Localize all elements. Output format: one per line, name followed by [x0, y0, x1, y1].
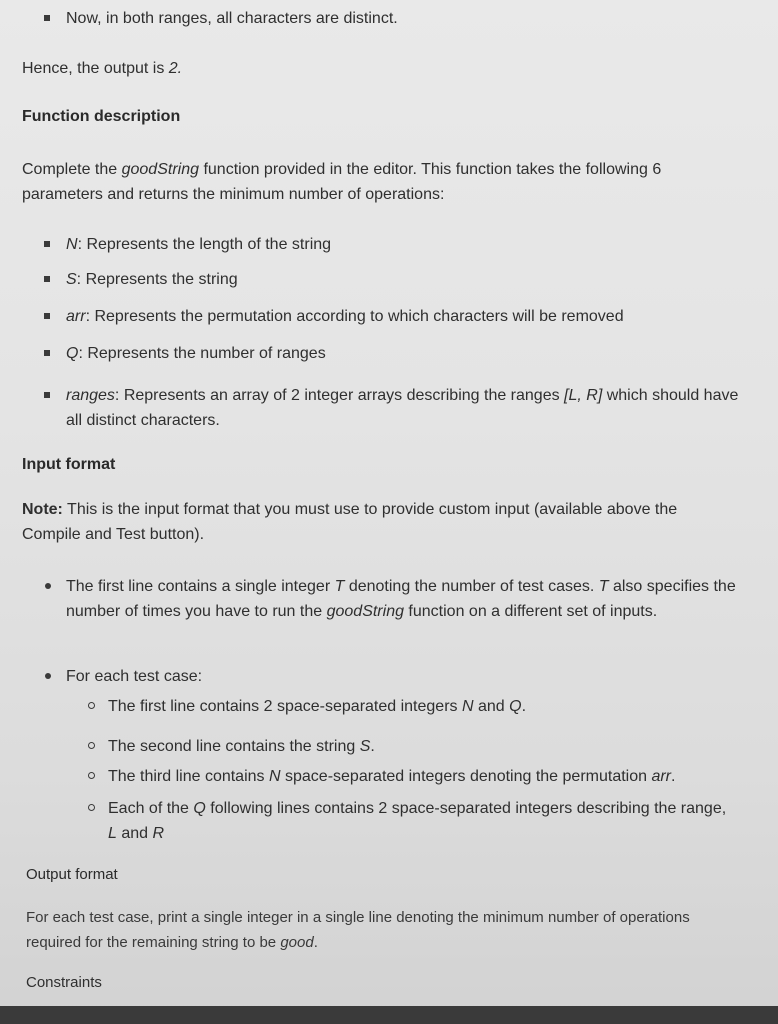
s3-post: . [671, 768, 676, 785]
param-name: ranges [66, 387, 115, 404]
param-name: N [66, 236, 78, 253]
b1-var2: T [598, 578, 609, 595]
intro-post: function provided in the editor. This function takes the following 6 parameters and returns the minimum number of operations: [22, 161, 662, 203]
function-description-intro [22, 157, 732, 207]
s1-post: . [521, 698, 527, 715]
b1-post: function on a different set of inputs. [403, 603, 658, 620]
param-desc: : Represents the number of ranges [78, 345, 326, 362]
s4-var: Q [193, 800, 206, 817]
top-bullet-text: Now, in both ranges, all characters are distinct. [66, 10, 398, 27]
function-name: goodString [121, 161, 199, 178]
s4-and: and [116, 825, 153, 842]
input-format-note [22, 497, 734, 547]
param-name: S [66, 271, 77, 288]
param-desc-post: which should have all distinct characters. [66, 387, 739, 429]
input-format-heading: Input format [22, 456, 116, 473]
function-description-heading: Function description [22, 108, 181, 125]
b1-mid2: also specifies the number of times you have to run the [66, 578, 736, 620]
note-label: Note: [22, 501, 63, 518]
b1-pre: The first line contains a single integer [66, 578, 335, 595]
s1-var2: Q [509, 698, 522, 715]
param-item-arr [66, 304, 756, 329]
s1-var1: N [461, 698, 474, 715]
param-desc: : Represents the length of the string [77, 236, 332, 253]
s1-mid: and [473, 698, 510, 715]
s4-mid: following lines contains 2 space-separated integers describing the range, [205, 800, 727, 817]
output-format-heading: Output format [26, 866, 118, 883]
input-bullet-each-test-case: For each test case: [66, 664, 756, 689]
sub-bullet-third-line [108, 764, 728, 789]
b1-mid: denoting the number of test cases. [344, 578, 599, 595]
s3-var: N [268, 768, 281, 785]
b1-var: T [334, 578, 345, 595]
s2-var: S [359, 738, 371, 755]
param-name: Q [66, 345, 79, 362]
s2-post: . [370, 738, 375, 755]
param-desc: : Represents the string [76, 271, 238, 288]
output-line [22, 56, 762, 81]
of-pre: For each test case, print a single integer in a single line denoting the minimum number of operations required for the remaining string to be [26, 909, 690, 951]
s4-pre: Each of the [108, 800, 194, 817]
param-desc: : Represents the permutation according to which characters will be removed [85, 308, 624, 325]
output-line-value: 2. [168, 60, 183, 77]
top-bullet [66, 6, 756, 31]
param-item-ranges [66, 383, 756, 433]
of-var: good [280, 934, 314, 951]
s4-var3: R [152, 825, 165, 842]
param-item-n [66, 232, 756, 257]
b1-fn: goodString [326, 603, 404, 620]
sub-bullet-first-line [108, 694, 728, 719]
param-range-var: [L, R] [564, 387, 603, 404]
of-post: . [313, 934, 318, 951]
input-bullet-first-line [66, 574, 756, 624]
s1-pre: The first line contains 2 space-separated integers [108, 698, 462, 715]
sub-bullet-second-line [108, 734, 728, 759]
constraints-heading: Constraints [26, 974, 102, 991]
param-item-q [66, 341, 756, 366]
s3-var2: arr [651, 768, 672, 785]
output-format-text [26, 905, 706, 955]
param-item-s [66, 267, 756, 292]
screen-bottom-edge [0, 1006, 778, 1024]
s4-var2: L [108, 825, 117, 842]
note-text: This is the input format that you must use to provide custom input (available above the Compile and Test button). [22, 501, 678, 543]
s3-mid: space-separated integers denoting the permutation [280, 768, 652, 785]
param-name: arr [66, 308, 86, 325]
intro-pre: Complete the [22, 161, 122, 178]
param-desc-pre: : Represents an array of 2 integer arrays describing the ranges [114, 387, 565, 404]
output-line-prefix: Hence, the output is [22, 60, 169, 77]
s2-pre: The second line contains the string [108, 738, 360, 755]
sub-bullet-q-lines [108, 796, 728, 846]
s3-pre: The third line contains [108, 768, 269, 785]
